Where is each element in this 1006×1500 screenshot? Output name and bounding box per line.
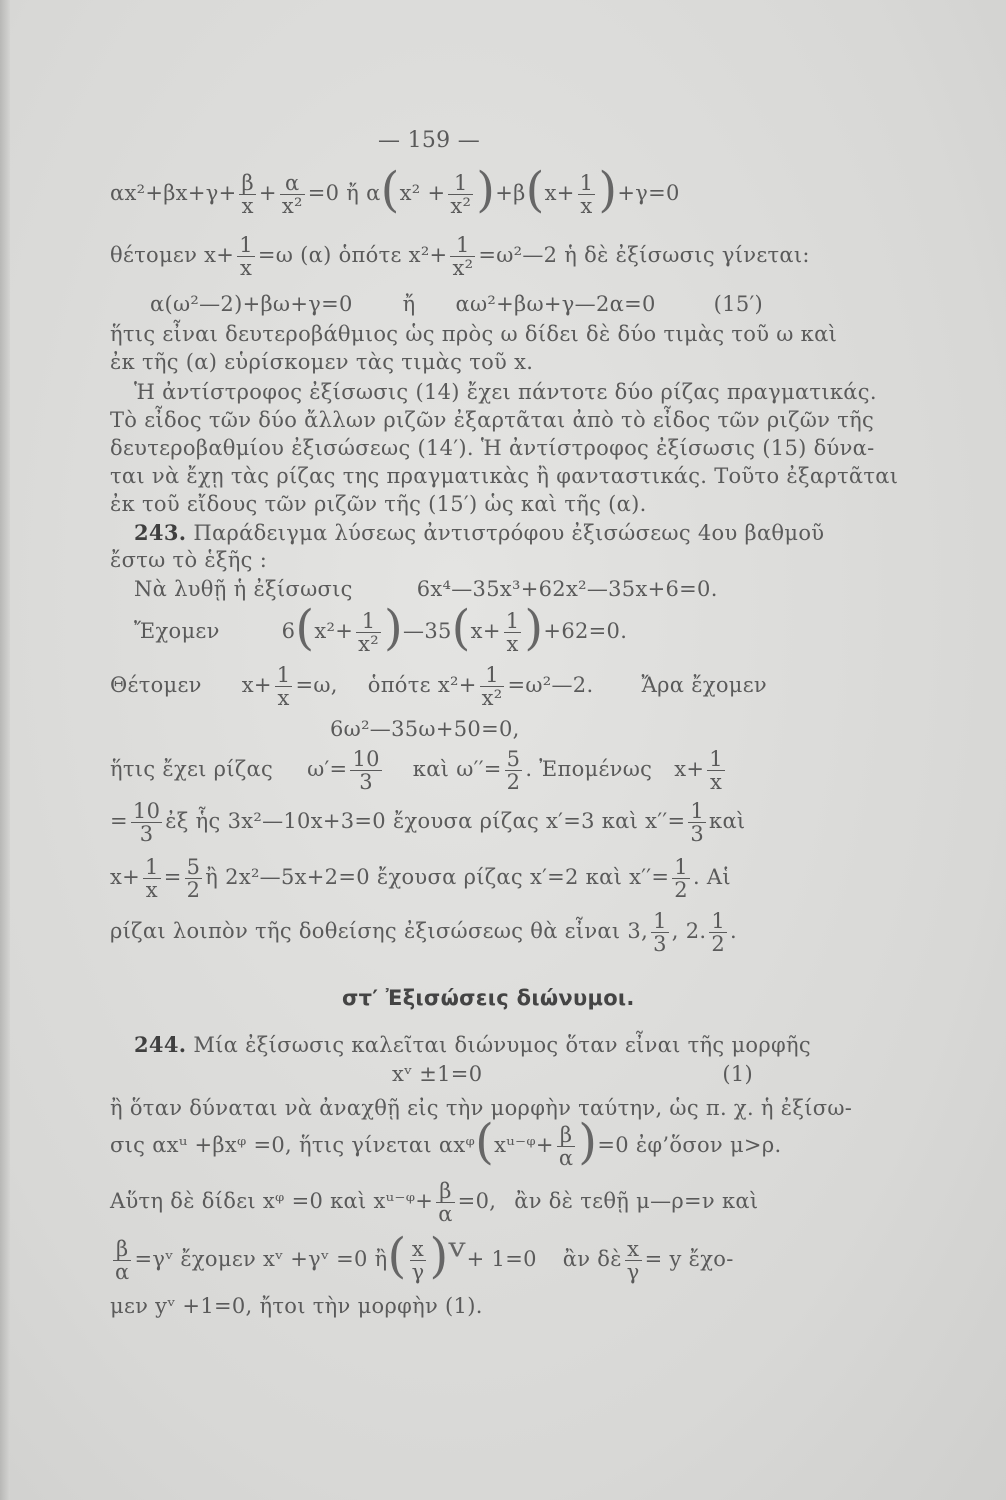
equation-line: 6ω²—35ω+50=0, — [330, 717, 520, 741]
text-line: ἐκ τοῦ εἴδους τῶν ριζῶν τῆς (15′) ὡς καὶ τῆς (α). — [110, 492, 647, 516]
page-number: — 159 — — [378, 128, 481, 153]
equation-line: αx²+βx+γ+ $\frac{\beta}{x}$ + $\frac{\alpha}{\text{x²}}$ =0 ἤ α(x² + $\frac{1}{\text{x²}}$ )+β(x+ $\frac{1}{x}$ )+γ=0 — [110, 162, 680, 219]
text-line: ἢ ὅταν δύναται νὰ ἀναχθῇ εἰς τὴν μορφὴν ταύτην, ὡς π. χ. ἡ ἐξίσω- — [110, 1096, 853, 1120]
text-line: Τὸ εἶδος τῶν δύο ἄλλων ριζῶν ἐξαρτᾶται ἀπὸ τὸ εἶδος τῶν ριζῶν τῆς — [110, 408, 875, 432]
text-line: δευτεροβαθμίου ἐξισώσεως (14′). Ἡ ἀντίστροφος ἐξίσωσις (15) δύνα- — [110, 436, 875, 460]
equation-line: σις αxᵘ +βxᵠ =0, ἥτις γίνεται αxᵠ(xᵘ⁻ᵠ+ $\frac{\beta}{\alpha}$ )=0 ἐφ’ὅσον μ>ρ. — [110, 1114, 782, 1171]
text-line: μεν yᵛ +1=0, ἤτοι τὴν μορφὴν (1). — [110, 1294, 483, 1318]
section-number: 243. — [134, 520, 187, 545]
equation-line: θέτομεν x+ $\frac{1}{x}$ =ω (α) ὁπότε x²+ $\frac{1}{\text{x²}}$ =ω²—2 ἡ δὲ ἐξίσωσις γίνεται: — [110, 233, 810, 281]
equation-line: = $\frac{10}{3}$ ἐξ ἧς 3x²—10x+3=0 ἔχουσα ρίζας x′=3 καὶ x′′= $\frac{1}{3}$ καὶ — [110, 799, 746, 847]
equation-line: Ἔχομεν 6(x²+ $\frac{1}{\text{x²}}$ )—35(x+ $\frac{1}{x}$ )+62=0. — [134, 600, 628, 657]
section-heading: στ′ Ἐξισώσεις διώνυμοι. — [342, 986, 635, 1010]
text-line: ἥτις εἶναι δευτεροβάθμιος ὡς πρὸς ω δίδει δὲ δύο τιμὰς τοῦ ω καὶ — [110, 322, 838, 346]
text-line: Ἡ ἀντίστροφος ἐξίσωσις (14) ἔχει πάντοτε δύο ρίζας πραγματικάς. — [134, 380, 877, 404]
equation-line: $\frac{\beta}{\alpha}$ =γᵛ ἔχομεν xᵛ +γᵛ =0 ἢ( $\frac{x}{\gamma}$ )ᵛ+ 1=0 ἂν δὲ $\frac{x}{\gamma}$ = y ἔχο- — [115, 1228, 734, 1285]
text-line: ἔστω τὸ ἑξῆς : — [110, 548, 268, 572]
equation-line: x+ $\frac{1}{x}$ = $\frac{5}{2}$ ἢ 2x²—5x+2=0 ἔχουσα ρίζας x′=2 καὶ x′′= $\frac{1}{2}$ . Αἱ — [110, 855, 731, 903]
text-line: ται νὰ ἔχῃ τὰς ρίζας της πραγματικὰς ἢ φανταστικάς. Τοῦτο ἐξαρτᾶται — [110, 464, 899, 488]
text-line: 244. Μία ἐξίσωσις καλεῖται διώνυμος ὅταν εἶναι τῆς μορφῆς — [134, 1032, 811, 1057]
equation-line: ρίζαι λοιπὸν τῆς δοθείσης ἐξισώσεως θὰ εἶναι 3, $\frac{1}{3}$ , 2. $\frac{1}{2}$ . — [110, 909, 737, 957]
page-edge — [0, 0, 10, 1500]
equation-line: Θέτομεν x+ $\frac{1}{x}$ =ω, ὁπότε x²+ $\frac{1}{\text{x²}}$ =ω²—2. Ἄρα ἔχομεν — [110, 663, 767, 711]
text-line: 243. Παράδειγμα λύσεως ἀντιστρόφου ἐξισώσεως 4ου βαθμοῦ — [134, 520, 825, 545]
equation-line: xᵛ ±1=0 (1) — [392, 1062, 754, 1086]
equation-line: Αὕτη δὲ δίδει xᵠ =0 καὶ xᵘ⁻ᵠ+ $\frac{\beta}{\alpha}$ =0, ἂν δὲ τεθῇ μ—ρ=ν καὶ — [110, 1179, 759, 1227]
equation-line: α(ω²—2)+βω+γ=0 ἤ αω²+βω+γ—2α=0 (15′) — [150, 292, 764, 316]
section-number: 244. — [134, 1032, 187, 1057]
text-line: ἐκ τῆς (α) εὑρίσκομεν τὰς τιμὰς τοῦ x. — [110, 350, 534, 374]
equation-line: ἥτις ἔχει ρίζας ω′= $\frac{10}{3}$ καὶ ω′′= $\frac{5}{2}$ . Ἐπομένως x+ $\frac{1}{x}$ — [110, 747, 723, 795]
equation-line: Νὰ λυθῇ ἡ ἐξίσωσις 6x⁴—35x³+62x²—35x+6=0. — [134, 577, 718, 601]
